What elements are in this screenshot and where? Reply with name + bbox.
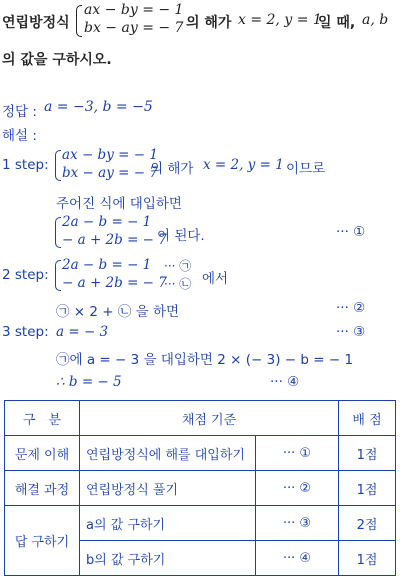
step1-eq1: ax − by = − 1	[62, 147, 158, 163]
step1-tail-math: x = 2, y = 1	[203, 157, 284, 173]
row-marker: ··· ②	[256, 471, 339, 506]
step1-tail-end: 이므로	[286, 161, 326, 177]
row-category: 답 구하기	[5, 506, 80, 576]
step2-brace	[55, 260, 61, 291]
marker-2: ··· ②	[336, 300, 366, 316]
step1-tail-text: 의 해가	[150, 161, 194, 177]
problem-line2: 의 값을 구하시오.	[2, 52, 112, 68]
answer-value: a = −3, b = −5	[44, 99, 153, 115]
row-category: 해결 과정	[5, 471, 80, 506]
step2-eq1: 2a − b = − 1	[62, 257, 152, 273]
marker-3: ··· ③	[336, 324, 366, 340]
step1-sys1: 2a − b = − 1	[62, 214, 152, 230]
step1-eq2: bx − ay = − 7	[62, 165, 158, 181]
step2-marker-b: ··· ㉡	[164, 277, 192, 291]
step2-end: 에서	[202, 271, 229, 287]
row-criteria: a의 값 구하기	[80, 506, 256, 541]
row-criteria: b의 값 구하기	[80, 541, 256, 576]
step3-eq: a = − 3	[56, 324, 109, 340]
step3-label: 3 step:	[2, 324, 49, 340]
scoring-table	[4, 400, 396, 576]
step1-sys2: − a + 2b = − 7	[62, 232, 167, 248]
marker-1: ··· ①	[336, 224, 366, 240]
marker-4: ··· ④	[270, 374, 300, 390]
table-row	[5, 436, 396, 471]
row-marker: ··· ①	[256, 436, 339, 471]
table-row	[5, 506, 396, 541]
row-criteria: 연립방정식에 해를 대입하기	[80, 436, 256, 471]
row-marker: ··· ④	[256, 541, 339, 576]
step1-brace	[55, 150, 61, 181]
problem-cond-text: 의 해가	[186, 15, 232, 31]
step2-line: ㉠ × 2 + ㉡ 을 하면	[56, 304, 180, 320]
problem-when: 일 때,	[318, 15, 356, 31]
answer-label: 정답 :	[2, 104, 37, 120]
row-score: 1점	[339, 541, 396, 576]
step1-sub: 주어진 식에 대입하면	[56, 196, 182, 212]
header-criteria: 채점 기준	[80, 401, 339, 436]
table-row	[5, 471, 396, 506]
row-criteria: 연립방정식 풀기	[80, 471, 256, 506]
problem-ab: a, b	[362, 12, 389, 28]
problem-cond-math: x = 2, y = 1	[238, 12, 322, 28]
step1-sys-brace	[55, 217, 61, 248]
problem-eq2: bx − ay = − 7	[84, 20, 184, 36]
problem-brace	[76, 5, 82, 37]
step2-label: 2 step:	[2, 267, 49, 283]
table-header-row	[5, 401, 396, 436]
row-score: 1점	[339, 436, 396, 471]
explanation-label: 해설 :	[2, 128, 37, 144]
row-marker: ··· ③	[256, 506, 339, 541]
step2-eq2: − a + 2b = − 7	[62, 275, 167, 291]
header-category: 구 분	[5, 401, 80, 436]
step1-label: 1 step:	[2, 157, 49, 173]
problem-eq1: ax − by = − 1	[84, 2, 184, 18]
row-category: 문제 이해	[5, 436, 80, 471]
header-score: 배 점	[339, 401, 396, 436]
step3-sub: ㉠에 a = − 3 을 대입하면 2 × (− 3) − b = − 1	[56, 352, 354, 368]
step1-sys-end: 이 된다.	[157, 228, 205, 244]
row-score: 1점	[339, 471, 396, 506]
row-score: 2점	[339, 506, 396, 541]
step2-marker-a: ··· ㉠	[164, 259, 192, 273]
problem-title: 연립방정식	[2, 15, 70, 31]
step3-result: ∴ b = − 5	[56, 374, 122, 390]
